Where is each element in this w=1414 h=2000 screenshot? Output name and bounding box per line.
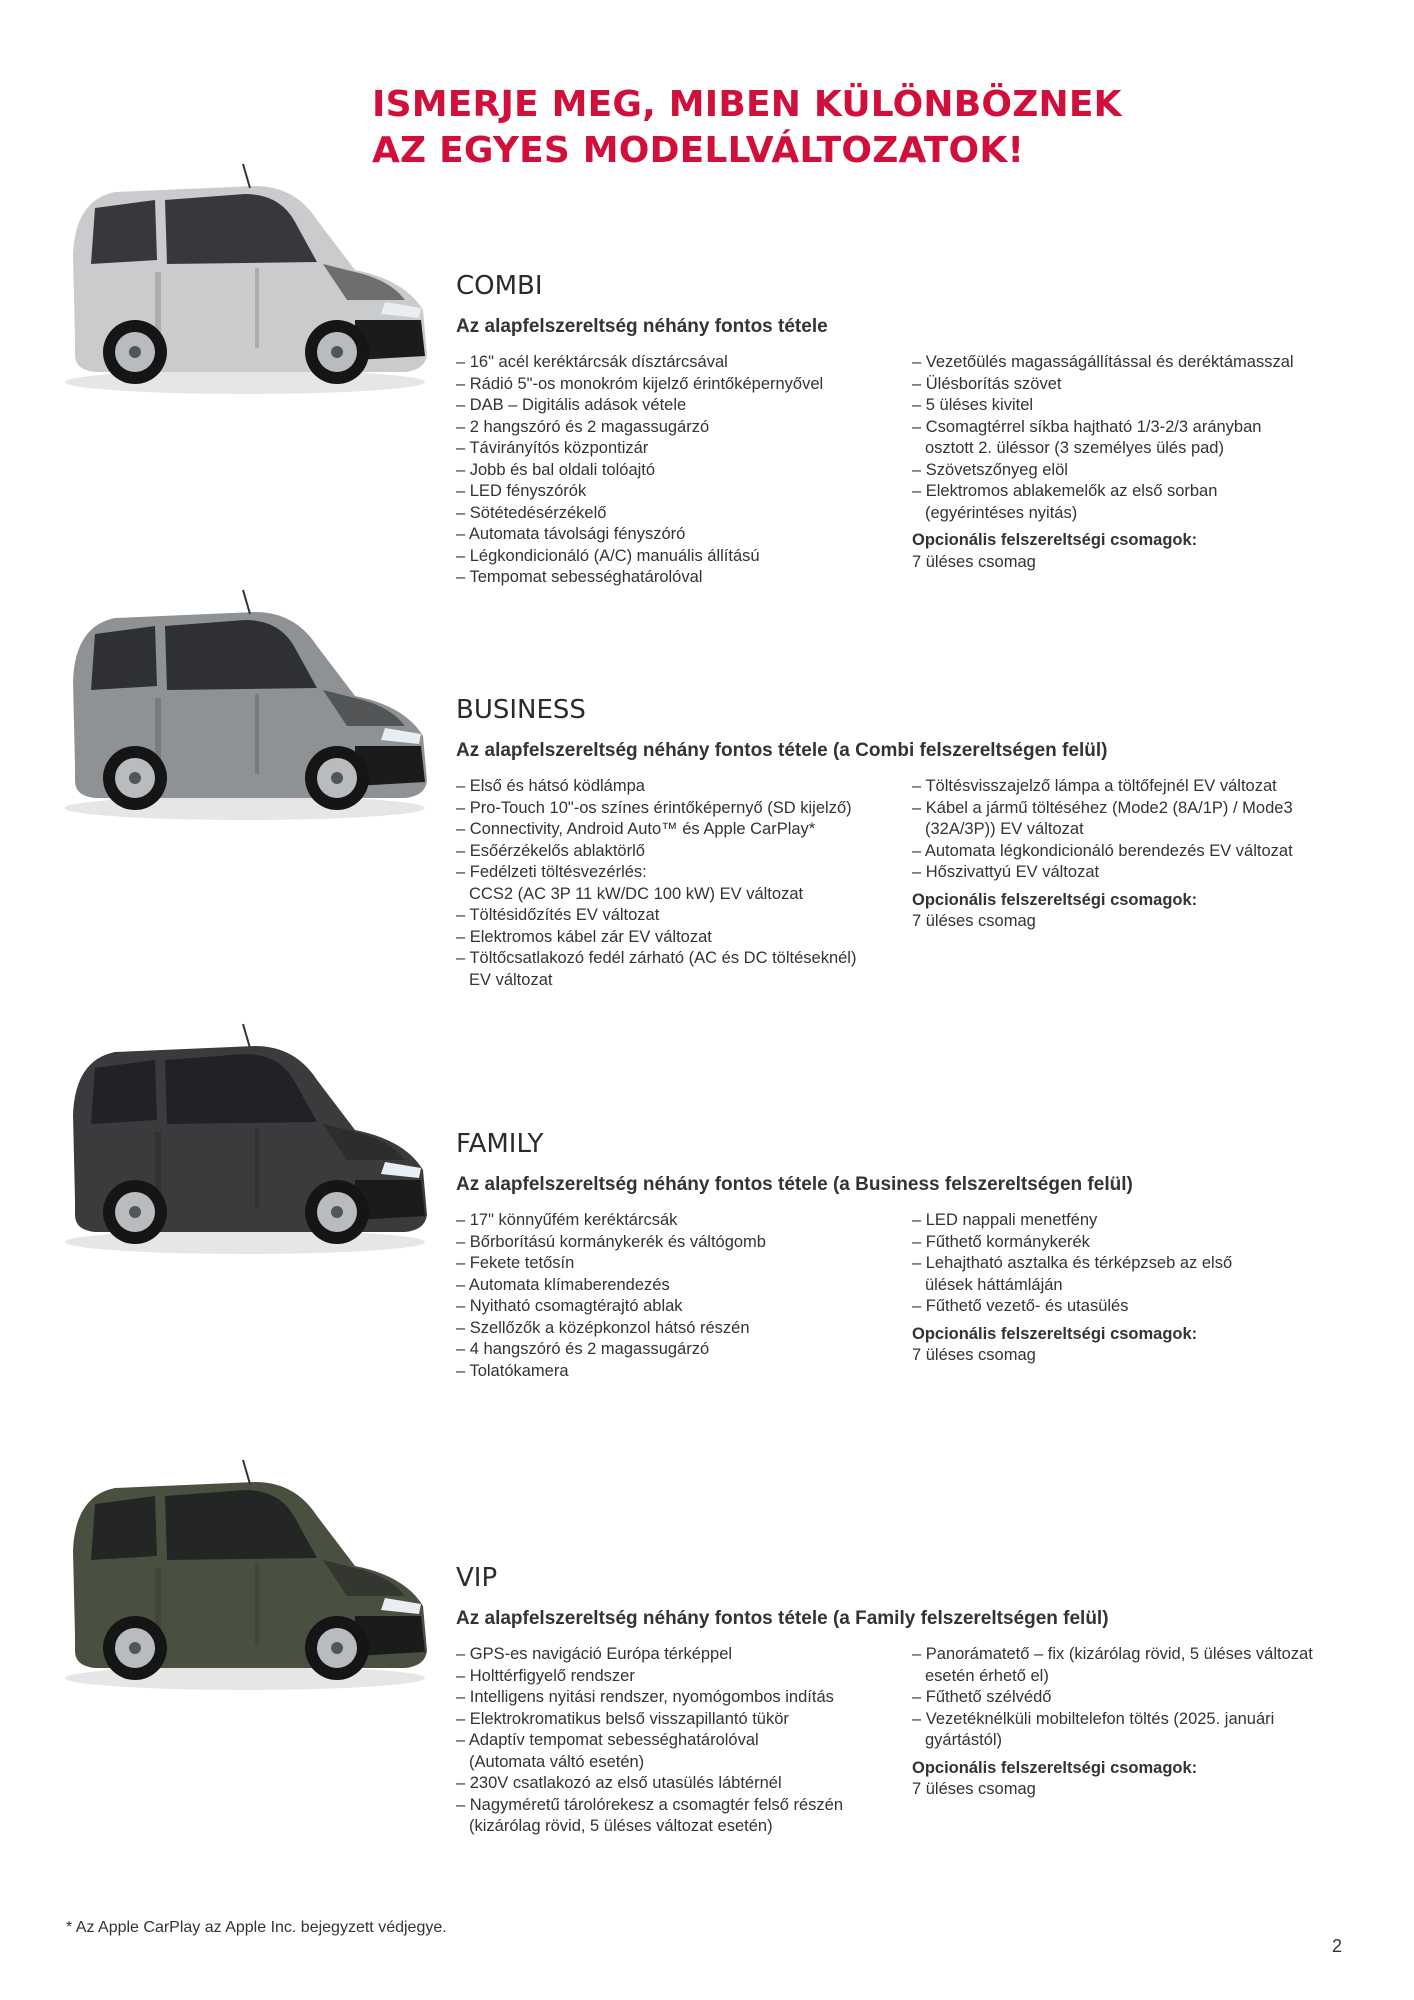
feature-item: – Töltésidőzítés EV változat xyxy=(456,906,660,924)
feature-item: – 2 hangszóró és 2 magassugárzó xyxy=(456,417,710,436)
section-subtitle: Az alapfelszereltség néhány fontos tétele xyxy=(456,316,828,337)
feature-item: CCS2 (AC 3P 11 kW/DC 100 kW) EV változat xyxy=(469,884,804,903)
feature-item: (kizárólag rövid, 5 üléses változat esetén) xyxy=(469,1817,773,1835)
feature-list-right xyxy=(912,352,1356,573)
feature-item: – Automata távolsági fényszóró xyxy=(456,525,686,543)
feature-item: – Tolatókamera xyxy=(456,1361,569,1380)
section-business xyxy=(456,694,1356,989)
feature-list-left xyxy=(456,1210,906,1382)
feature-item: gyártástól) xyxy=(925,1731,1003,1749)
feature-item: – Panorámatető – fix (kizárólag rövid, 5 üléses változat xyxy=(912,1645,1313,1663)
feature-item: – Tempomat sebességhatárolóval xyxy=(456,568,703,586)
feature-item: – 5 üléses kivitel xyxy=(912,396,1034,414)
feature-item: – Automata légkondicionáló berendezés EV változat xyxy=(912,841,1293,860)
section-vip xyxy=(456,1562,1356,1835)
optional-packages-heading: Opcionális felszereltségi csomagok: xyxy=(912,531,1198,549)
feature-list-right xyxy=(912,1644,1356,1801)
page-title-line-1: ISMERJE MEG, MIBEN KÜLÖNBÖZNEK xyxy=(372,84,1122,125)
optional-packages-heading: Opcionális felszereltségi csomagok: xyxy=(912,1758,1198,1777)
feature-list-left xyxy=(456,352,906,589)
feature-item: (egyérintéses nyitás) xyxy=(925,503,1078,522)
feature-item: EV változat xyxy=(469,970,553,989)
feature-list-left xyxy=(456,776,906,991)
section-title: FAMILY xyxy=(456,1129,544,1159)
feature-list-right xyxy=(912,1210,1356,1367)
feature-list-right xyxy=(912,776,1356,933)
car-image-vip xyxy=(55,1456,435,1696)
feature-item: – Szövetszőnyeg elöl xyxy=(912,460,1068,479)
feature-item: osztott 2. üléssor (3 személyes ülés pad) xyxy=(925,439,1224,457)
optional-package-item: 7 üléses csomag xyxy=(912,1780,1036,1798)
feature-item: – Fűthető kormánykerék xyxy=(912,1232,1090,1251)
section-title: BUSINESS xyxy=(456,695,586,725)
section-subtitle: Az alapfelszereltség néhány fontos tétele (a Combi felszereltségen felül) xyxy=(456,740,1108,761)
page-number: 2 xyxy=(1332,1936,1343,1956)
feature-item: – Vezetéknélküli mobiltelefon töltés (2025. januári xyxy=(912,1709,1275,1728)
feature-item: – Töltőcsatlakozó fedél zárható (AC és DC töltéseknél) xyxy=(456,949,857,967)
feature-item: – Fűthető vezető- és utasülés xyxy=(912,1297,1129,1315)
feature-item: – Csomagtérrel síkba hajtható 1/3-2/3 arányban xyxy=(912,417,1262,436)
feature-item: – Holttérfigyelő rendszer xyxy=(456,1666,635,1685)
section-family xyxy=(456,1128,1356,1380)
feature-item: – Vezetőülés magasságállítással és deréktámasszal xyxy=(912,353,1294,371)
feature-item: – Légkondicionáló (A/C) manuális állítású xyxy=(456,546,760,565)
feature-item: – Hőszivattyú EV változat xyxy=(912,863,1100,881)
feature-item: – Első és hátsó ködlámpa xyxy=(456,777,645,795)
feature-list-left xyxy=(456,1644,906,1838)
feature-item: – Fűthető szélvédő xyxy=(912,1688,1052,1706)
feature-item: – Adaptív tempomat sebességhatárolóval xyxy=(456,1731,759,1749)
optional-package-item: 7 üléses csomag xyxy=(912,1346,1036,1364)
feature-item: – Elektrokromatikus belső visszapillantó tükör xyxy=(456,1709,789,1728)
feature-item: – GPS-es navigáció Európa térképpel xyxy=(456,1645,733,1663)
page-title xyxy=(372,82,1272,174)
feature-item: – Szellőzők a középkonzol hátsó részén xyxy=(456,1318,750,1337)
feature-item: esetén érhető el) xyxy=(925,1666,1049,1685)
feature-item: – Esőérzékelős ablaktörlő xyxy=(456,841,645,860)
feature-item: – Sötétedésérzékelő xyxy=(456,503,607,522)
feature-item: – Elektromos kábel zár EV változat xyxy=(456,927,712,946)
feature-item: – Rádió 5"-os monokróm kijelző érintőképernyővel xyxy=(456,374,824,393)
feature-item: – Intelligens nyitási rendszer, nyomógombos indítás xyxy=(456,1688,834,1706)
optional-packages-heading: Opcionális felszereltségi csomagok: xyxy=(912,890,1198,909)
feature-item: – Nyitható csomagtérajtó ablak xyxy=(456,1297,683,1315)
feature-item: – 4 hangszóró és 2 magassugárzó xyxy=(456,1340,710,1358)
feature-item: – Távirányítós központizár xyxy=(456,439,649,457)
optional-packages-heading: Opcionális felszereltségi csomagok: xyxy=(912,1324,1198,1343)
car-image-family xyxy=(55,1020,435,1260)
section-subtitle: Az alapfelszereltség néhány fontos tétele (a Business felszereltségen felül) xyxy=(456,1174,1133,1195)
optional-package-item: 7 üléses csomag xyxy=(912,552,1036,571)
footnote: * Az Apple CarPlay az Apple Inc. bejegyzett védjegye. xyxy=(66,1919,447,1936)
feature-item: – Jobb és bal oldali tolóajtó xyxy=(456,460,656,479)
feature-item: – Pro-Touch 10"-os színes érintőképernyő (SD kijelző) xyxy=(456,798,852,817)
section-title: COMBI xyxy=(456,271,543,301)
feature-item: ülések háttámláján xyxy=(925,1275,1063,1294)
feature-item: – Bőrborítású kormánykerék és váltógomb xyxy=(456,1232,766,1251)
feature-item: – Fedélzeti töltésvezérlés: xyxy=(456,863,647,881)
feature-item: – Nagyméretű tárolórekesz a csomagtér felső részén xyxy=(456,1795,844,1814)
feature-item: – Automata klímaberendezés xyxy=(456,1275,670,1294)
section-combi xyxy=(456,270,1356,586)
section-title: VIP xyxy=(456,1563,498,1593)
feature-item: – 230V csatlakozó az első utasülés lábtérnél xyxy=(456,1774,782,1792)
car-image-business xyxy=(55,586,435,826)
car-image-combi xyxy=(55,160,435,400)
page-title-line-2: AZ EGYES MODELLVÁLTOZATOK! xyxy=(372,130,1025,171)
feature-item: – LED nappali menetfény xyxy=(912,1211,1098,1229)
feature-item: – Connectivity, Android Auto™ és Apple CarPlay* xyxy=(456,820,816,838)
feature-item: (Automata váltó esetén) xyxy=(469,1752,645,1771)
feature-item: – Lehajtható asztalka és térképzseb az első xyxy=(912,1254,1233,1272)
feature-item: – Fekete tetősín xyxy=(456,1254,575,1272)
feature-item: – 16" acél keréktárcsák dísztárcsával xyxy=(456,353,728,371)
optional-package-item: 7 üléses csomag xyxy=(912,912,1036,930)
feature-item: – 17" könnyűfém keréktárcsák xyxy=(456,1211,678,1229)
section-subtitle: Az alapfelszereltség néhány fontos tétele (a Family felszereltségen felül) xyxy=(456,1608,1109,1629)
feature-item: – Elektromos ablakemelők az első sorban xyxy=(912,482,1218,500)
feature-item: – Kábel a jármű töltéséhez (Mode2 (8A/1P) / Mode3 xyxy=(912,798,1293,817)
feature-item: – LED fényszórók xyxy=(456,482,587,500)
feature-item: (32A/3P)) EV változat xyxy=(925,820,1084,838)
feature-item: – Töltésvisszajelző lámpa a töltőfejnél EV változat xyxy=(912,777,1277,795)
feature-item: – Ülésborítás szövet xyxy=(912,374,1062,393)
feature-item: – DAB – Digitális adások vétele xyxy=(456,396,687,414)
